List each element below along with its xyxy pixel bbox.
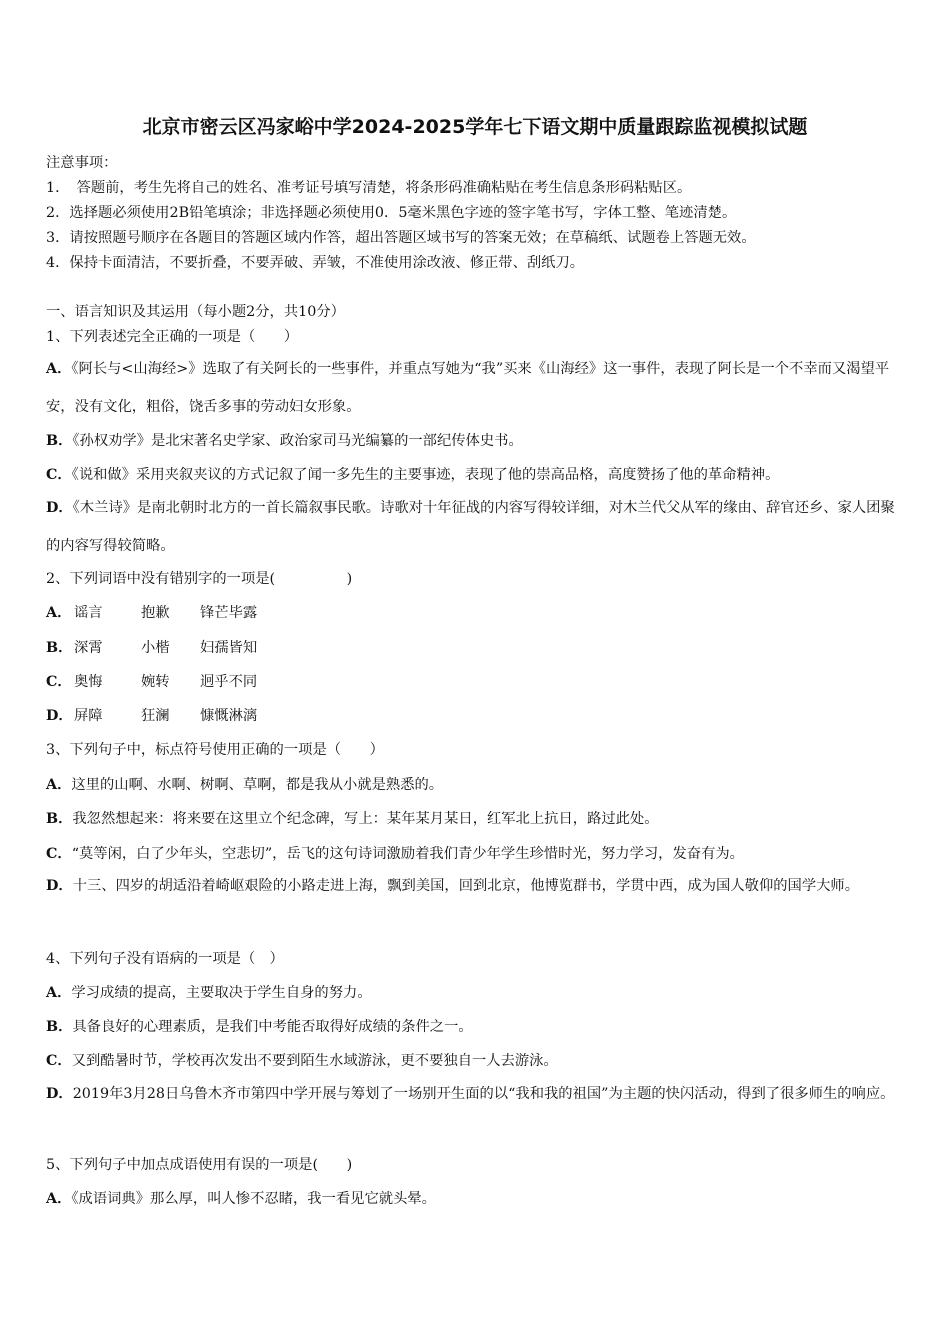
option-text: 十三、四岁的胡适沿着崎岖艰险的小路走进上海，飘到美国，回到北京，他博览群书，学贯中西，成为国人敬仰的国学大师。	[72, 878, 860, 894]
question-4-option-a	[46, 982, 372, 1002]
question-5-option-a	[46, 1188, 436, 1208]
question-4-option-c	[46, 1050, 558, 1070]
option-text: 这里的山啊、水啊、树啊、草啊，都是我从小就是熟悉的。	[71, 777, 444, 793]
option-text: 学习成绩的提高，主要取决于学生自身的努力。	[71, 985, 372, 1001]
option-label: A．	[46, 605, 72, 621]
question-1-option-d	[46, 489, 908, 565]
question-2-option-d	[46, 705, 257, 725]
option-text: 《孙权劝学》是北宋著名史学家、政治家司马光编纂的一部纪传体史书。	[72, 433, 523, 449]
option-label: D．	[46, 708, 73, 724]
option-word: 抱歉	[141, 605, 170, 621]
option-text: 又到酷暑时节，学校再次发出不要到陌生水域游泳，更不要独自一人去游泳。	[71, 1053, 558, 1069]
option-label: B．	[46, 1019, 73, 1035]
notice-heading: 注意事项：	[46, 155, 118, 171]
option-label: B．	[46, 640, 73, 656]
option-text: 《木兰诗》是南北朝时北方的一首长篇叙事民歌。诗歌对十年征战的内容写得较详细，对木兰代父从军的缘由、辞官还乡、家人团聚的内容写得较简略。	[46, 500, 895, 554]
option-text: 《阿长与<山海经>》选取了有关阿长的一些事件，并重点写她为“我”买来《山海经》这一事件，表现了阿长是一个不幸而又渴望平安，没有文化，粗俗，饶舌多事的劳动妇女形象。	[46, 361, 890, 415]
notice-item-3: 3．请按照题号顺序在各题目的答题区域内作答，超出答题区域书写的答案无效；在草稿纸、试题卷上答题无效。	[46, 230, 756, 246]
option-word: 狂澜	[141, 708, 170, 724]
option-text: 《成语词典》那么厚，叫人惨不忍睹，我一看见它就头晕。	[71, 1191, 436, 1207]
option-word: 奥悔	[74, 674, 103, 690]
option-word: 深霄	[74, 640, 103, 656]
option-label: A．	[46, 361, 72, 377]
question-2-stem: 2、下列词语中没有错别字的一项是( )	[46, 571, 353, 587]
question-4-stem: 4、下列句子没有语病的一项是（ ）	[46, 951, 284, 967]
option-label: A．	[46, 985, 72, 1001]
option-word: 慷慨淋漓	[200, 708, 258, 724]
option-text: 2019年3月28日乌鲁木齐市第四中学开展与筹划了一场别开生面的以“我和我的祖国”为主题的快闪活动，得到了很多师生的响应。	[72, 1086, 895, 1102]
question-3-option-d	[46, 867, 908, 905]
question-1-option-a	[46, 350, 908, 426]
question-5-stem: 5、下列句子中加点成语使用有误的一项是( )	[46, 1157, 353, 1173]
option-text: 《说和做》采用夹叙夹议的方式记叙了闻一多先生的主要事迹，表现了他的崇高品格，高度赞扬了他的革命精神。	[71, 467, 780, 483]
option-label: D．	[46, 1086, 73, 1102]
question-3-stem: 3、下列句子中，标点符号使用正确的一项是（ ）	[46, 742, 384, 758]
question-1-stem: 1、下列表述完全正确的一项是（ ）	[46, 329, 299, 345]
option-word: 迥乎不同	[200, 674, 258, 690]
option-label: B．	[46, 433, 73, 449]
option-text: 具备良好的心理素质，是我们中考能否取得好成绩的条件之一。	[72, 1019, 473, 1035]
question-3-option-c	[46, 843, 744, 863]
page-title: 北京市密云区冯家峪中学2024-2025学年七下语文期中质量跟踪监视模拟试题	[142, 116, 808, 138]
option-label: C．	[46, 674, 72, 690]
question-4-option-d	[46, 1075, 908, 1113]
option-label: C．	[46, 467, 72, 483]
option-label: A．	[46, 777, 72, 793]
option-label: B．	[46, 811, 73, 827]
section-heading: 一、语言知识及其运用（每小题2分，共10分）	[46, 304, 345, 320]
question-4-option-b	[46, 1016, 473, 1036]
notice-item-4: 4．保持卡面清洁，不要折叠，不要弄破、弄皱，不准使用涂改液、修正带、刮纸刀。	[46, 255, 585, 271]
option-word: 妇孺皆知	[200, 640, 258, 656]
option-text: “莫等闲，白了少年头，空悲切”，岳飞的这句诗词激励着我们青少年学生珍惜时光，努力学习，发奋有为。	[71, 846, 744, 862]
question-1-option-c	[46, 464, 779, 484]
option-word: 屏障	[74, 708, 103, 724]
option-label: D．	[46, 878, 73, 894]
question-2-option-b	[46, 637, 257, 657]
question-3-option-b	[46, 808, 659, 828]
option-word: 锋芒毕露	[200, 605, 258, 621]
option-text: 我忽然想起来：将来要在这里立个纪念碑，写上：某年某月某日，红军北上抗日，路过此处。	[72, 811, 659, 827]
option-word: 婉转	[141, 674, 170, 690]
option-label: C．	[46, 846, 72, 862]
option-label: C．	[46, 1053, 72, 1069]
notice-item-1: 1． 答题前，考生先将自己的姓名、准考证号填写清楚，将条形码准确粘贴在考生信息条形码粘贴区。	[46, 180, 692, 196]
option-word: 谣言	[74, 605, 103, 621]
option-label: A．	[46, 1191, 72, 1207]
question-2-option-a	[46, 602, 257, 622]
option-label: D．	[46, 500, 73, 516]
question-2-option-c	[46, 671, 257, 691]
option-word: 小楷	[141, 640, 170, 656]
question-3-option-a	[46, 774, 443, 794]
question-1-option-b	[46, 430, 523, 450]
notice-item-2: 2．选择题必须使用2B铅笔填涂；非选择题必须使用0．5毫米黑色字迹的签字笔书写，字体工整、笔迹清楚。	[46, 205, 737, 221]
